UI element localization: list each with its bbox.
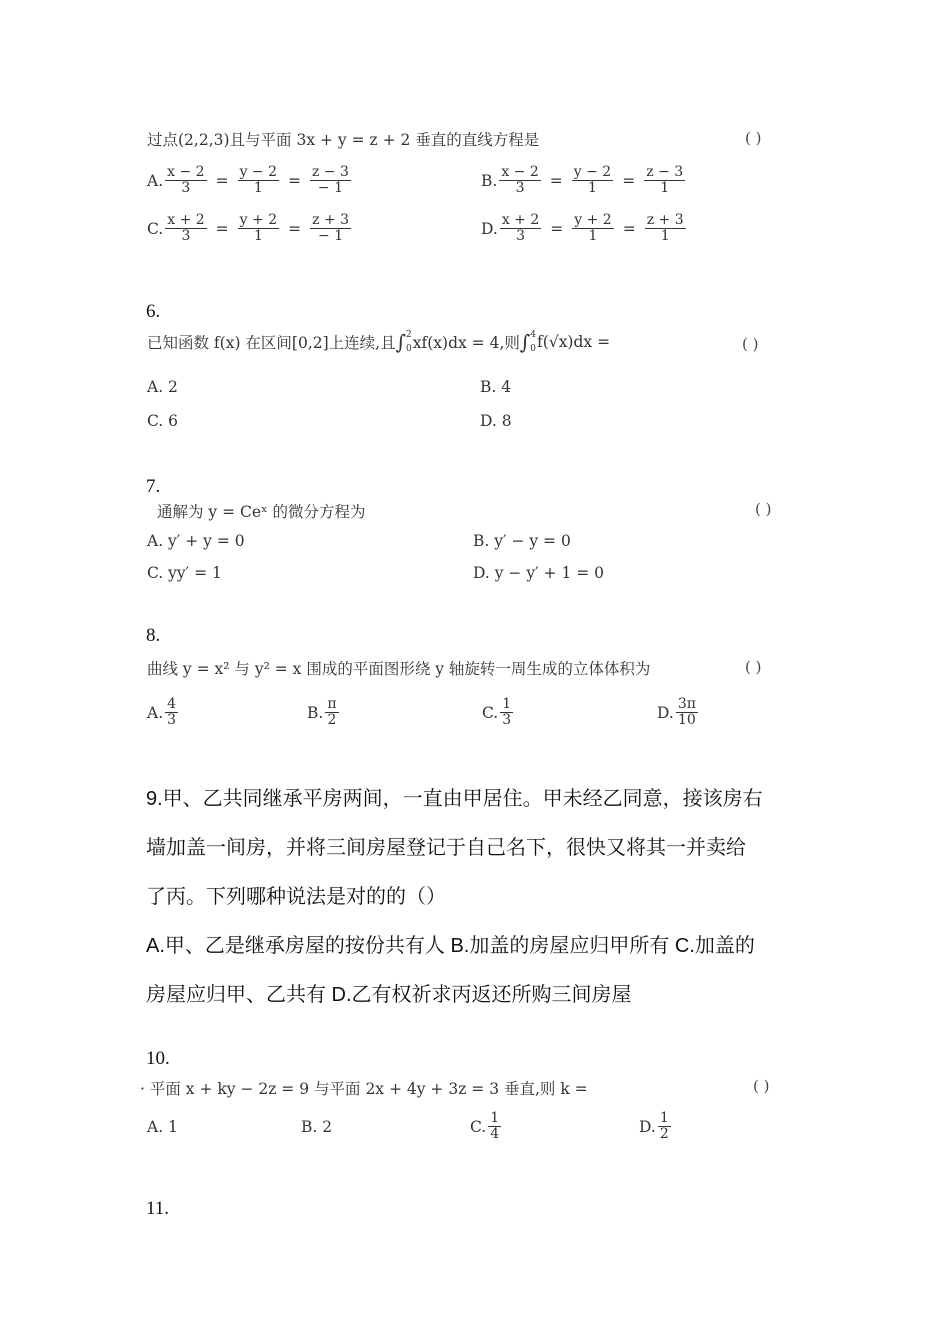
option-label: D. [657, 703, 674, 722]
q8-option-b [307, 697, 341, 728]
q8-option-d [657, 697, 700, 728]
numerator: z + 3 [312, 212, 350, 228]
numerator: z + 3 [646, 212, 684, 228]
q8-option-c [482, 697, 515, 728]
option-label: C. [482, 703, 499, 722]
q5-answer-paren: ( ) [745, 129, 762, 147]
q10-option-d [639, 1111, 673, 1142]
q8-stem: 曲线 y = x² 与 y² = x 围成的平面图形绕 y 轴旋转一周生成的立体体积为 [147, 660, 651, 678]
fraction [645, 213, 686, 244]
denominator: − 1 [317, 180, 344, 196]
option-label: A. [147, 171, 164, 190]
q10-option-a [147, 1118, 178, 1136]
numerator: y + 2 [239, 212, 278, 228]
equals-sign: = [288, 171, 302, 190]
q6-option-a: A. 2 [147, 378, 178, 396]
q6-option-c: C. 6 [147, 412, 179, 430]
q10-answer-paren: ( ) [753, 1077, 770, 1095]
fraction [325, 697, 338, 728]
equals-sign: = [288, 219, 302, 238]
q10-stem: · 平面 x + ky − 2z = 9 与平面 2x + 4y + 3z = 3 垂直,则 k = [140, 1080, 588, 1098]
equals-sign: = [622, 171, 636, 190]
option-label: A. 1 [147, 1118, 178, 1136]
q9-line-5: 房屋应归甲、乙共有 D.乙有权祈求丙返还所购三间房屋 [146, 984, 632, 1006]
fraction [165, 213, 206, 244]
integral-sign-2: ∫ [519, 330, 531, 354]
q9-line-4: A.甲、乙是继承房屋的按份共有人 B.加盖的房屋应归甲所有 C.加盖的 [146, 935, 755, 957]
fraction [500, 213, 541, 244]
numerator: 1 [502, 696, 512, 712]
denominator: 3 [516, 228, 525, 244]
denominator: − 1 [318, 228, 344, 244]
denominator: 1 [660, 180, 670, 196]
option-label: B. [307, 703, 324, 722]
q6-number: 6. [146, 301, 161, 322]
fraction [310, 165, 351, 196]
integral-limits-1: 2 0 [406, 330, 412, 354]
q8-option-a [147, 697, 180, 728]
equals-sign: = [549, 171, 563, 190]
q5-option-c [147, 213, 353, 244]
q11-number: 11. [146, 1198, 170, 1219]
denominator: 1 [253, 180, 263, 196]
option-label: C. [147, 219, 164, 238]
q7-stem: 通解为 y = Ceˣ 的微分方程为 [157, 503, 366, 521]
q7-option-d: D. y − y′ + 1 = 0 [473, 564, 605, 582]
denominator: 3 [502, 712, 512, 728]
q7-number: 7. [146, 476, 161, 497]
fraction [238, 165, 279, 196]
denominator: 1 [253, 228, 263, 244]
integral-limits-2: 4 0 [530, 330, 537, 354]
option-label: B. [481, 171, 498, 190]
denominator: 3 [167, 712, 177, 728]
denominator: 1 [588, 228, 598, 244]
fraction [500, 697, 513, 728]
denominator: 2 [327, 712, 337, 728]
numerator: z − 3 [312, 164, 349, 180]
q7-option-b: B. y′ − y = 0 [473, 532, 571, 550]
q10-option-b [301, 1118, 332, 1136]
q5-option-d [481, 213, 688, 244]
fraction [676, 697, 698, 728]
denominator: 3 [181, 228, 191, 244]
numerator: y − 2 [239, 164, 278, 180]
q5-stem: 过点(2,2,3)且与平面 3x + y = z + 2 垂直的直线方程是 [147, 131, 540, 149]
q8-number: 8. [146, 625, 161, 646]
numerator: 1 [659, 1110, 669, 1126]
equals-sign: = [622, 219, 636, 238]
numerator: x − 2 [167, 164, 205, 180]
numerator: x + 2 [501, 212, 540, 228]
option-label: D. [481, 219, 498, 238]
q10-option-c [470, 1111, 503, 1142]
numerator: y − 2 [573, 164, 612, 180]
numerator: π [327, 696, 337, 712]
q7-option-a: A. y′ + y = 0 [147, 532, 245, 550]
integral-sign-1: ∫ [395, 330, 407, 354]
denominator: 3 [515, 180, 525, 196]
q9-block [146, 775, 763, 1020]
option-label: A. [147, 703, 164, 722]
denominator: 10 [677, 712, 696, 728]
equals-sign: = [215, 171, 229, 190]
q6-stem [147, 328, 610, 356]
q6-stem-part-2: xf(x)dx = 4,则 [412, 334, 520, 352]
option-label: B. 2 [301, 1118, 333, 1136]
q6-answer-paren: ( ) [742, 335, 759, 353]
denominator: 1 [660, 228, 670, 244]
option-label: C. [470, 1117, 487, 1136]
q5-option-a [147, 165, 353, 196]
q6-option-d: D. 8 [480, 412, 512, 430]
denominator: 2 [659, 1126, 669, 1142]
numerator: x + 2 [167, 212, 205, 228]
fraction [572, 213, 613, 244]
equals-sign: = [215, 219, 229, 238]
equals-sign: = [550, 219, 564, 238]
fraction [644, 165, 685, 196]
numerator: 4 [167, 696, 177, 712]
q9-line-3: 了丙。下列哪种说法是对的的（） [146, 886, 446, 908]
q10-number: 10. [146, 1048, 170, 1069]
fraction [310, 213, 351, 244]
q6-stem-part-3: f(√x)dx = [537, 333, 611, 351]
fraction [572, 165, 613, 196]
denominator: 4 [490, 1126, 500, 1142]
q7-option-c: C. yy′ = 1 [147, 564, 222, 582]
q6-stem-part-1: 已知函数 f(x) 在区间[0,2]上连续,且 [147, 334, 396, 352]
denominator: 1 [588, 180, 597, 196]
q5-option-b [481, 165, 687, 196]
q8-answer-paren: ( ) [745, 658, 762, 676]
fraction [238, 213, 279, 244]
option-label: D. [639, 1117, 656, 1136]
denominator: 3 [181, 180, 191, 196]
q9-line-1: 9.甲、乙共同继承平房两间，一直由甲居住。甲未经乙同意，接该房右 [146, 788, 763, 810]
q7-answer-paren: ( ) [755, 500, 772, 518]
numerator: x − 2 [501, 164, 539, 180]
numerator: z − 3 [646, 164, 684, 180]
numerator: 1 [490, 1110, 500, 1126]
fraction [165, 165, 206, 196]
q6-option-b: B. 4 [480, 378, 512, 396]
q9-line-2: 墙加盖一间房，并将三间房屋登记于自己名下，很快又将其一并卖给 [146, 837, 746, 859]
fraction [658, 1111, 671, 1142]
fraction [488, 1111, 501, 1142]
fraction [165, 697, 178, 728]
numerator: y + 2 [574, 212, 612, 228]
fraction [499, 165, 540, 196]
numerator: 3π [677, 696, 696, 712]
